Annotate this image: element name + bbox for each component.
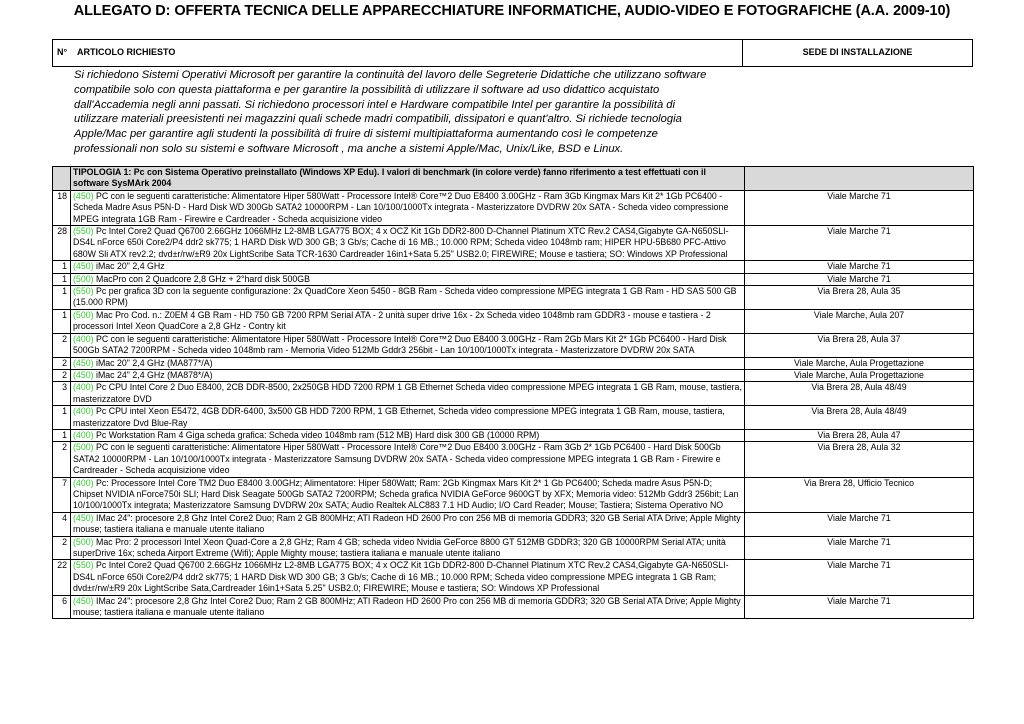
- header-number: N°: [57, 47, 68, 57]
- quantity-cell: 1: [53, 309, 71, 333]
- table-row: [53, 429, 974, 441]
- quantity-cell: 1: [53, 429, 71, 441]
- description-text: Pc Intel Core2 Quad Q6700 2.66GHz 1066MHz L2-8MB LGA775 BOX; 4 x OCZ Kit 1Gb DDR2-800 D-Channel Platinum XTC Rev.2 CAS4,Gigabyte GA-N650SLI-DS4L nForce 650i Core2/P4 ddr2 sk775; 1 HARD Disk WD 300 GB; 3 Gb/s; Cache di 16 MB.; 10.000 RPM; Scheda video compressione MPEG integrata 1 GB Ram; dvd±r/rw/±R9 20x LightScribe Sata,Cardreader 16in1+Sata 5.25" USB2.0; FIREWIRE; Mouse e tastiera; SO: Windows XP Professional: [73, 560, 729, 594]
- site-cell: Viale Marche 71: [745, 595, 974, 619]
- description-text: PC con le seguenti caratteristiche: Alimentatore Hiper 580Watt - Processore Intel® Core™2 Duo E8400 3.00GHz - Ram 3Gb 2* 1Gb PC6400 - Hard Disk 500Gb SATA2 10000RPM - Lan 10/100/1000Tx integrata - Masterizzatore Samsung DVDRW 20x SATA - Scheda video compressione MPEG integrata 1 GB Ram - Firewire e Cardreader - Scheda acquisizione video: [73, 442, 721, 476]
- table-row: [53, 406, 974, 430]
- site-cell: Viale Marche, Aula 207: [745, 309, 974, 333]
- site-cell: Viale Marche, Aula Progettazione: [745, 357, 974, 369]
- table-row: [53, 595, 974, 619]
- description-text: IMac 24": procesore 2,8 Ghz Intel Core2 Duo; Ram 2 GB 800MHz; ATI Radeon HD 2600 Pro con 256 MB di memoria GDDR3; 320 GB Serial ATA Drive; Apple Mighty mouse; tastiera italiana e manuale utente italiano: [73, 512, 741, 535]
- equipment-table: [52, 166, 974, 619]
- description-cell: [71, 406, 745, 430]
- table-row: [53, 382, 974, 406]
- site-cell: Viale Marche 71: [745, 261, 974, 273]
- benchmark-score: (400): [73, 382, 94, 393]
- benchmark-score: (450): [73, 512, 94, 523]
- description-text: Pc: Processore Intel Core TM2 Duo E8400 3.00GHz; Alimentatore: Hiper 580Watt; Ram: 2Gb Kingmax Mars Kit 2* 1 Gb PC6400; Scheda madre Asus P5N-D; Chipset NVIDIA nForce750i SLI; Hard Disk Seagate 500Gb SATA2 7200RPM; Scheda grafica NVIDIA GeForce 9600GT by XFX; Memoria video: 512Mb Gddr3 256bit; Lan 10/100/1000Tx integrata; Masterizzatore Samsung DVDRW 20x SATA; Audio Realtek ALC883 7.1 HD Audio; I/O Card Reader; Mouse; Tastiera; Sistema Operativo NO: [73, 477, 739, 511]
- benchmark-score: (550): [73, 286, 94, 297]
- site-cell: Via Brera 28, Aula 48/49: [745, 382, 974, 406]
- quantity-cell: 2: [53, 333, 71, 357]
- description-text: MacPro con 2 Quadcore 2,8 GHz + 2°hard disk 500GB: [96, 273, 311, 284]
- benchmark-score: (500): [73, 309, 94, 320]
- table-row: [53, 369, 974, 381]
- site-cell: Via Brera 28, Aula 35: [745, 286, 974, 310]
- site-cell: Viale Marche 71: [745, 190, 974, 225]
- quantity-cell: 1: [53, 261, 71, 273]
- description-text: IMac 24": procesore 2,8 Ghz Intel Core2 Duo; Ram 2 GB 800MHz; ATI Radeon HD 2600 Pro con 256 MB di memoria GDDR3; 320 GB Serial ATA Drive; Apple Mighty mouse; tastiera italiana e manuale utente italiano: [73, 595, 741, 618]
- site-cell: Viale Marche 71: [745, 536, 974, 560]
- benchmark-score: (550): [73, 560, 94, 571]
- description-cell: [71, 226, 745, 261]
- table-row: [53, 560, 974, 595]
- intro-line: dall'Accademia negli anni passati. Si richiedono processori intel e Hardware compatibile Intel per garantire la possibilità di: [74, 98, 675, 111]
- description-text: Mac Pro Cod. n.: Z0EM 4 GB Ram - HD 750 GB 7200 RPM Serial ATA - 2 unità super drive 16x - 2x Scheda video 1048mb ram GDDR3 - mouse e tastiera - 2 processori Intel Xeon QuadCore a 2,8 GHz - Contry kit: [73, 309, 711, 332]
- benchmark-score: (450): [73, 190, 94, 201]
- typology-blank-cell: [745, 167, 974, 191]
- equipment-table-body: [53, 167, 974, 619]
- table-row: [53, 309, 974, 333]
- quantity-cell: 2: [53, 536, 71, 560]
- table-row: [53, 442, 974, 477]
- benchmark-score: (400): [73, 406, 94, 417]
- description-cell: [71, 442, 745, 477]
- description-cell: [71, 429, 745, 441]
- quantity-cell: 1: [53, 286, 71, 310]
- description-text: iMac 24" 2,4 GHz (MA878*/A): [96, 369, 213, 380]
- description-text: PC con le seguenti caratteristiche: Alimentatore Hiper 580Watt - Processore Intel® Core™2 Duo E8400 3.00GHz - Ram 2Gb Mars Kit 2* 1Gb PC6400 - Hard Disk 500Gb SATA2 7200RPM - Scheda video 1048mb ram - Memoria Video 512Mb Gddr3 256bit - Lan 10/100/1000Tx integrata - Masterizzatore DVDRW 20x SATA: [73, 333, 727, 356]
- quantity-cell: 2: [53, 357, 71, 369]
- quantity-cell: 4: [53, 512, 71, 536]
- quantity-cell: 1: [53, 406, 71, 430]
- site-cell: Viale Marche 71: [745, 512, 974, 536]
- site-cell: Viale Marche 71: [745, 560, 974, 595]
- description-text: iMac 20" 2,4 GHz: [96, 261, 165, 272]
- table-row: [53, 333, 974, 357]
- description-cell: [71, 536, 745, 560]
- benchmark-score: (550): [73, 226, 94, 237]
- intro-line: professionali non solo su sistemi e software Microsoft , ma anche a sistemi Apple/Mac, Unix/Like, BSD e Linux.: [74, 142, 624, 155]
- description-cell: [71, 273, 745, 285]
- description-cell: [71, 190, 745, 225]
- intro-paragraph: [74, 68, 754, 157]
- description-text: Pc CPU Intel Core 2 Duo E8400, 2CB DDR-8500, 2x250GB HDD 7200 RPM 1 GB Ethernet Scheda video compressione MPEG integrata 1 GB Ram, mouse, tastiera, masterizzatore DVD: [73, 382, 742, 404]
- column-header-row: [52, 39, 973, 67]
- description-cell: [71, 286, 745, 310]
- quantity-cell: 7: [53, 477, 71, 512]
- description-text: PC con le seguenti caratteristiche: Alimentatore Hiper 580Watt - Processore Intel® Core™2 Duo E8400 3.00GHz - Ram 3Gb Kingmax Mars Kit 2* 1Gb PC6400 - Scheda Madre Asus P5N-D - Hard Disk WD 300Gb SATA2 10000RPM - Lan 10/100/1000Tx integrata - Masterizzatore DVDRW 20x SATA - Scheda video compressione MPEG integrata 1GB Ram - Firewire e Cardreader - Scheda acquisizione video: [73, 190, 729, 224]
- table-row: [53, 477, 974, 512]
- site-cell: Viale Marche 71: [745, 273, 974, 285]
- description-cell: [71, 477, 745, 512]
- table-row: [53, 190, 974, 225]
- description-cell: [71, 560, 745, 595]
- intro-line: Si richiedono Sistemi Operativi Microsoft per garantire la continuità del lavoro delle Segreterie Didattiche che utilizzano software: [74, 69, 707, 81]
- site-cell: Via Brera 28, Aula 47: [745, 429, 974, 441]
- description-text: Pc per grafica 3D con la seguente configurazione: 2x QuadCore Xeon 5450 - 8GB Ram - Scheda video compressione MPEG integrata 1 GB Ram - HD SAS 500 GB (15.000 RPM): [73, 286, 737, 308]
- description-cell: [71, 595, 745, 619]
- description-cell: [71, 309, 745, 333]
- description-text: Pc Workstation Ram 4 Giga scheda grafica: Scheda video 1048mb ram (512 MB) Hard disk 300 GB (10000 RPM): [96, 429, 540, 440]
- benchmark-score: (450): [73, 595, 94, 606]
- table-row: [53, 512, 974, 536]
- header-article: ARTICOLO RICHIESTO: [75, 40, 743, 66]
- document-title: ALLEGATO D: OFFERTA TECNICA DELLE APPARECCHIATURE INFORMATICHE, AUDIO-VIDEO E FOTOGRAFICHE (A.A. 2009-10): [73, 3, 951, 19]
- quantity-cell: 18: [53, 190, 71, 225]
- quantity-cell: 3: [53, 382, 71, 406]
- benchmark-score: (500): [73, 273, 94, 284]
- site-cell: Via Brera 28, Aula 37: [745, 333, 974, 357]
- description-text: Pc Intel Core2 Quad Q6700 2.66GHz 1066MHz L2-8MB LGA775 BOX; 4 x OCZ Kit 1Gb DDR2-800 D-Channel Platinum XTC Rev.2 CAS4,Gigabyte GA-N650SLI-DS4L nForce 650i Core2/P4 ddr2 sk775; 1 HARD Disk WD 300 GB; 3 Gb/s; Cache di 16 MB.; 10.000 RPM; Scheda video 1048mb ram; HIPER HPU-5B680 PFC-Attivo 680W Sli ATX rev2.2; dvd±r/rw/±R9 20x LightScribe Sata TCR-1630 Cardreader 16in1+Sata 5.25" USB2.0; FIREWIRE; Mouse e tastiera; SO: Windows XP Professional: [73, 226, 729, 259]
- typology-blank-cell: [53, 167, 71, 191]
- description-text: iMac 20" 2,4 GHz (MA877*/A): [96, 357, 213, 368]
- intro-line: compatibile solo con questa piattaforma e per garantire la possibilità di utilizzare il software ad uso didattico acquistato: [74, 83, 660, 96]
- typology-row: [53, 167, 974, 191]
- site-cell: Via Brera 28, Aula 48/49: [745, 406, 974, 430]
- description-cell: [71, 357, 745, 369]
- table-row: [53, 226, 974, 261]
- description-text: Pc CPU intel Xeon E5472, 4GB DDR-6400, 3x500 GB HDD 7200 RPM, 1 GB Ethernet, Scheda video compressione MPEG integrata 1 GB Ram, mouse, tastiera, masterizzatore Dvd Blue-Ray: [73, 406, 725, 428]
- quantity-cell: 22: [53, 560, 71, 595]
- benchmark-score: (450): [73, 261, 94, 272]
- site-cell: Viale Marche 71: [745, 226, 974, 261]
- header-site: SEDE DI INSTALLAZIONE: [802, 47, 913, 57]
- table-row: [53, 536, 974, 560]
- description-cell: [71, 261, 745, 273]
- benchmark-score: (500): [73, 442, 94, 453]
- intro-line: Apple/Mac per garantire agli studenti la possibilità di fruire di sistemi multipiattaforma aumentando così le competenze: [74, 128, 658, 141]
- typology-heading: TIPOLOGIA 1: Pc con Sistema Operativo preinstallato (Windows XP Edu). I valori di benchmark (in colore verde) fanno riferimento a test effettuati con il software SysMArk 2004: [71, 167, 745, 191]
- site-cell: Via Brera 28, Aula 32: [745, 442, 974, 477]
- table-row: [53, 261, 974, 273]
- intro-line: utilizzare materiali preesistenti nei magazzini quali schede madri compatibili, dissipatori e quant'altro. Si richiede tecnologia: [74, 113, 682, 126]
- table-row: [53, 273, 974, 285]
- quantity-cell: 2: [53, 442, 71, 477]
- quantity-cell: 1: [53, 273, 71, 285]
- description-text: Mac Pro: 2 processori Intel Xeon Quad-Core a 2,8 GHz; Ram 4 GB; scheda video Nvidia GeForce 8800 GT 512MB GDDR3; 320 GB 10000RPM Serial ATA; unità superDrive 16x; scheda Airport Extreme (Wifi); Apple Mighty mouse; tastiera italiana e manuale utente italiano: [73, 536, 726, 558]
- site-cell: Viale Marche, Aula Progettazione: [745, 369, 974, 381]
- table-row: [53, 357, 974, 369]
- table-row: [53, 286, 974, 310]
- benchmark-score: (450): [73, 369, 94, 380]
- quantity-cell: 28: [53, 226, 71, 261]
- benchmark-score: (400): [73, 477, 94, 488]
- quantity-cell: 2: [53, 369, 71, 381]
- description-cell: [71, 333, 745, 357]
- benchmark-score: (400): [73, 333, 94, 344]
- site-cell: Via Brera 28, Ufficio Tecnico: [745, 477, 974, 512]
- benchmark-score: (400): [73, 429, 94, 440]
- description-cell: [71, 369, 745, 381]
- benchmark-score: (500): [73, 536, 94, 547]
- description-cell: [71, 382, 745, 406]
- quantity-cell: 6: [53, 595, 71, 619]
- description-cell: [71, 512, 745, 536]
- benchmark-score: (450): [73, 357, 94, 368]
